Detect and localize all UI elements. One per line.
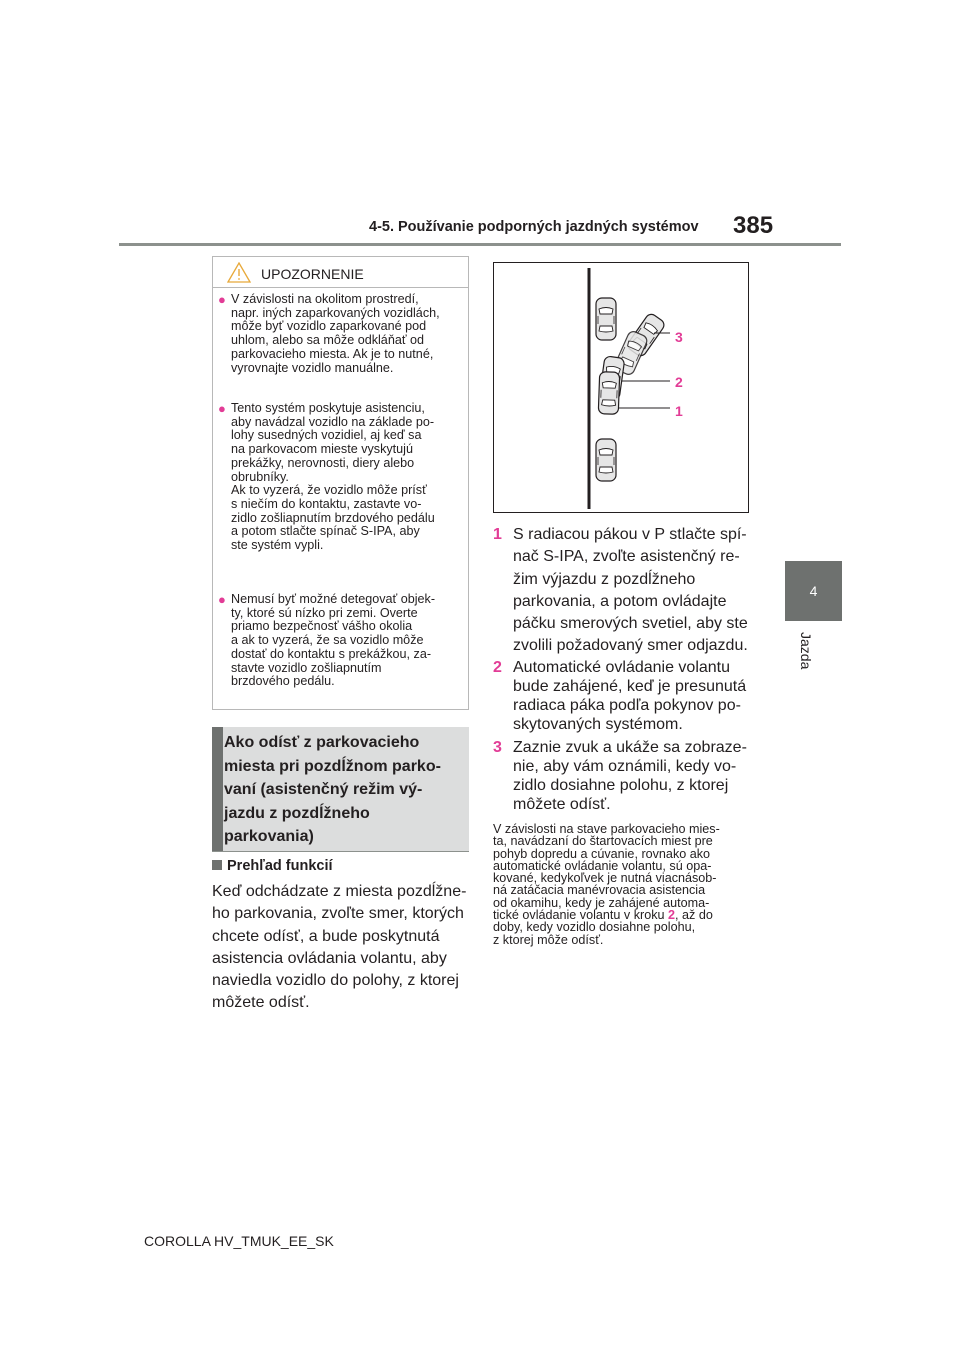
parked-car-front [596, 298, 616, 340]
note-text-after: , až do doby, kedy vozidlo dosiahne polohu, z ktorej môže odísť. [493, 908, 713, 947]
bullet-icon: ● [218, 401, 226, 416]
overview-text: Keď odchádzate z miesta pozdĺžne- ho parkovania, zvoľte smer, ktorých chcete odísť, a bude poskytnutá asistencia ovládania volantu, aby naviedla vozidlo do polohy, z ktorej môžete odísť. [212, 883, 467, 1012]
header-rule [119, 243, 841, 246]
warning-divider [213, 287, 468, 288]
chapter-label [784, 632, 844, 692]
overview-heading-text: Prehľad funkcií [227, 858, 333, 874]
bullet-icon: ● [218, 292, 226, 307]
step-number: 1 [493, 526, 502, 543]
footer-doc-id: COROLLA HV_TMUK_EE_SK [144, 1233, 334, 1249]
warning-header [213, 257, 468, 287]
chapter-tab: 4 [785, 561, 842, 621]
warning-title: UPOZORNENIE [261, 266, 364, 282]
step-number: 3 [493, 739, 502, 756]
step-item [493, 738, 755, 814]
section-title: Ako odísť z parkovacieho miesta pri pozdĺžnom parko- vaní (asistenčný režim vý- jazdu z pozdĺžneho parkovania) [224, 734, 441, 846]
parking-exit-diagram [493, 262, 749, 513]
warning-item-text: Tento systém poskytuje asistenciu, aby navádzal vozidlo na základe po- lohy susedných vozidiel, aj keď sa na parkovacom mieste vyskytujú prekážky, nerovnosti, diery alebo obrubníky. Ak to vyzerá, že vozidlo môže prísť s niečím do kontaktu, zastavte vo- zidlo zošliapnutím brzdového pedálu a potom stlačte spínač S-IPA, aby ste systém vypli. [231, 401, 435, 553]
section-header-title: 4-5. Používanie podporných jazdných systémov [369, 219, 699, 235]
square-bullet-icon [212, 860, 222, 870]
page-number: 385 [733, 212, 774, 239]
step-item [493, 524, 755, 658]
diagram-label-1: 1 [675, 403, 683, 419]
diagram-label-2: 2 [675, 374, 683, 390]
warning-item [218, 293, 463, 375]
step-text: Zaznie zvuk a ukáže sa zobraze- nie, aby vám oznámili, kedy vo- zidlo dosiahne polohu, z ktorej môžete odísť. [513, 739, 747, 813]
warning-item-text: Nemusí byť možné detegovať objek- ty, ktoré sú nízko pri zemi. Overte priamo bezpečnosť vášho okolia a ak to vyzerá, že sa vozidlo môže dostať do kontaktu s prekážkou, za- stavte vozidlo zošliapnutím brzdového pedálu. [231, 592, 436, 689]
step-text: S radiacou pákou v P stlačte spí- nač S-IPA, zvoľte asistenčný re- žim výjazdu z pozdĺžneho parkovania, a potom ovládajte páčku smerových svetiel, aby ste zvolili požadovaný smer odjazdu. [513, 526, 748, 655]
step-note [493, 823, 755, 946]
note-step-ref: 2 [668, 908, 676, 923]
bullet-icon: ● [218, 592, 226, 607]
chapter-label-text: Jazda [798, 632, 814, 670]
overview-heading [212, 858, 333, 874]
warning-box [212, 256, 469, 710]
parked-car-rear [596, 439, 616, 481]
step-item [493, 658, 755, 734]
note-text-before: V závislosti na stave parkovacieho mies- ta, navádzaní do štartovacích miest pre pohyb dopredu a cúvanie, rovnako ako automatické ovládanie volantu, sú opa- kované, kedykoľvek je nutná viacnásob- ná zatáčacia manévrovacia asistencia od okamihu, kedy je zahájené automa- tické ovládanie volantu v kroku [493, 822, 720, 923]
step-number: 2 [493, 659, 502, 676]
section-rule [212, 851, 469, 852]
warning-triangle-icon [227, 262, 251, 283]
step-text: Automatické ovládanie volantu bude zahájené, keď je presunutá radiaca páka podľa pokynov po- skytovaných systémom. [513, 659, 747, 733]
exiting-car-pos1 [598, 372, 619, 415]
diagram-label-3: 3 [675, 329, 683, 345]
parking-diagram-illustration [494, 263, 748, 512]
warning-item-text: V závislosti na okolitom prostredí, napr. iných zaparkovaných vozidlách, môže byť vozidlo zaparkované pod uhlom, alebo sa môže odkláňať od parkovacieho miesta. Ak je to nutné, vyrovnajte vozidlo manuálne. [231, 292, 440, 375]
section-title-box [212, 727, 469, 851]
warning-item [218, 402, 463, 553]
section-title-bar [212, 727, 223, 851]
warning-item [218, 593, 463, 689]
